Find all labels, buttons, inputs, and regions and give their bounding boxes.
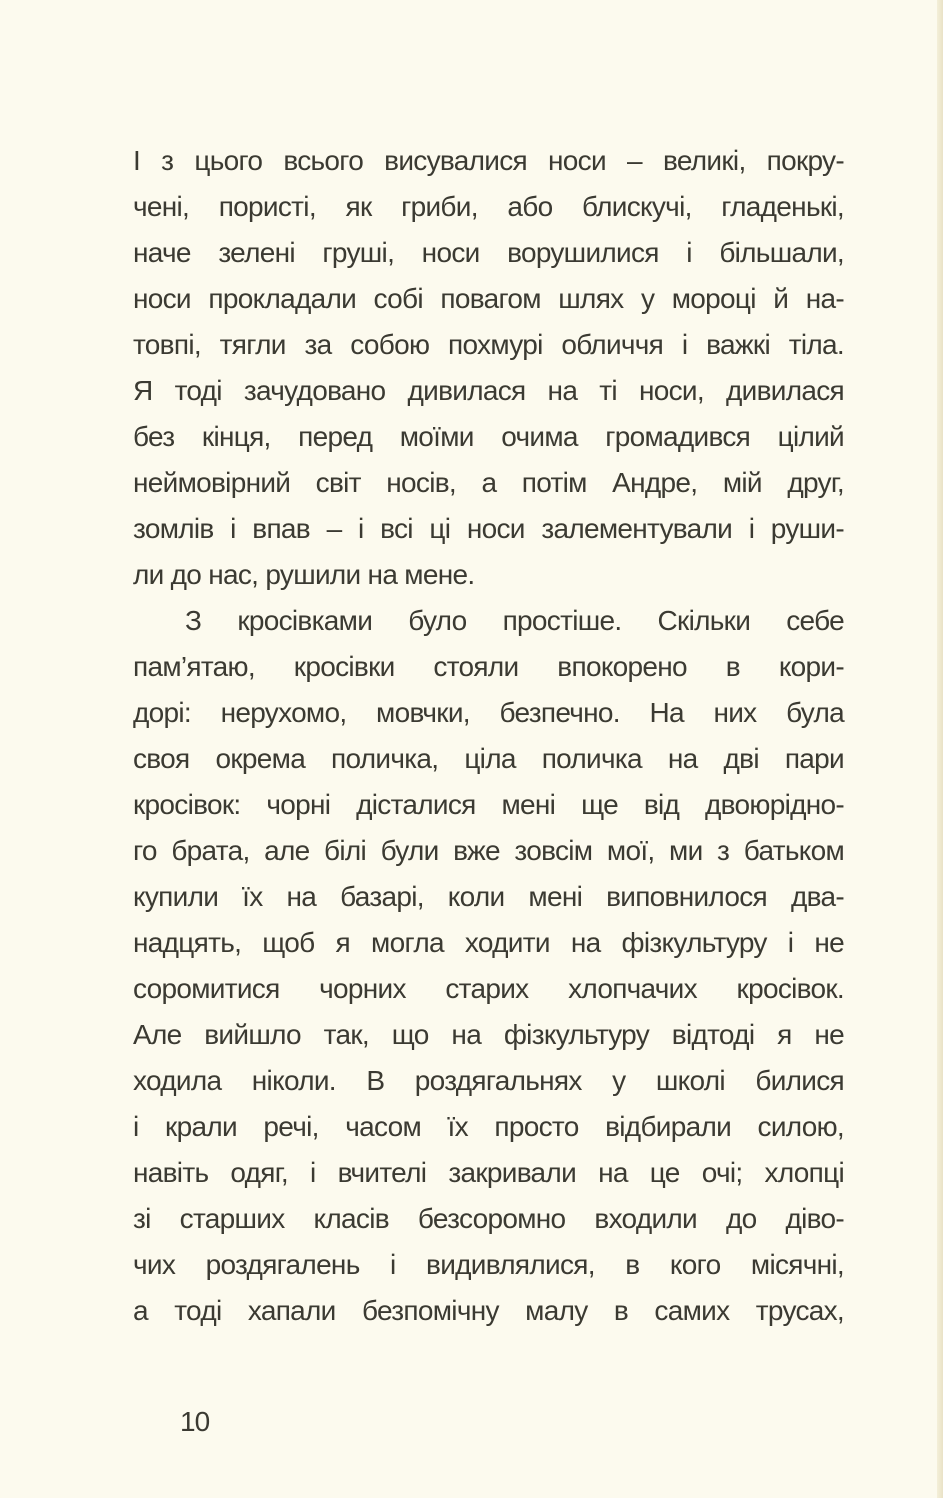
text-line: навіть одяг, і вчителі закривали на це очі; хлопці	[133, 1157, 844, 1188]
text-line: І з цього всього висувалися носи – великі, покру-	[133, 145, 844, 176]
text-line: своя окрема поличка, ціла поличка на дві пари	[133, 743, 844, 774]
text-line: ли до нас, рушили на мене.	[133, 559, 475, 590]
text-line: пам’ятаю, кросівки стояли впокорено в кори-	[133, 651, 844, 682]
text-line: купили їх на базарі, коли мені виповнилося два-	[133, 881, 844, 912]
text-line: наче зелені груші, носи ворушилися і більшали,	[133, 237, 844, 268]
page-edge	[937, 0, 943, 1498]
text-line: ходила ніколи. В роздягальнях у школі билися	[133, 1065, 844, 1096]
text-line: кросівок: чорні дісталися мені ще від двоюрідно-	[133, 789, 844, 820]
text-line: дорі: нерухомо, мовчки, безпечно. На них була	[133, 697, 844, 728]
text-line: Але вийшло так, що на фізкультуру відтоді я не	[133, 1019, 844, 1050]
text-line: чих роздягалень і видивлялися, в кого місячні,	[133, 1249, 844, 1280]
text-line: соромитися чорних старих хлопчачих кросівок.	[133, 973, 844, 1004]
text-line: а тоді хапали безпомічну малу в самих трусах,	[133, 1295, 844, 1326]
text-line: зі старших класів безсоромно входили до діво-	[133, 1203, 844, 1234]
text-line: чені, пористі, як гриби, або блискучі, гладенькі,	[133, 191, 844, 222]
body-text	[133, 138, 844, 1334]
text-line: неймовірний світ носів, а потім Андре, мій друг,	[133, 467, 844, 498]
text-line: і крали речі, часом їх просто відбирали силою,	[133, 1111, 844, 1142]
text-line: надцять, щоб я могла ходити на фізкультуру і не	[133, 927, 844, 958]
page-number: 10	[180, 1406, 210, 1437]
text-line: без кінця, перед моїми очима громадився цілий	[133, 421, 844, 452]
text-line: З кросівками було простіше. Скільки себе	[185, 605, 844, 636]
text-line: зомлів і впав – і всі ці носи залементували і руши-	[133, 513, 844, 544]
text-line: носи прокладали собі повагом шлях у мороці й на-	[133, 283, 844, 314]
text-line: Я тоді зачудовано дивилася на ті носи, дивилася	[133, 375, 844, 406]
text-line: товпі, тягли за собою похмурі обличчя і важкі тіла.	[133, 329, 844, 360]
text-line: го брата, але білі були вже зовсім мої, ми з батьком	[133, 835, 844, 866]
